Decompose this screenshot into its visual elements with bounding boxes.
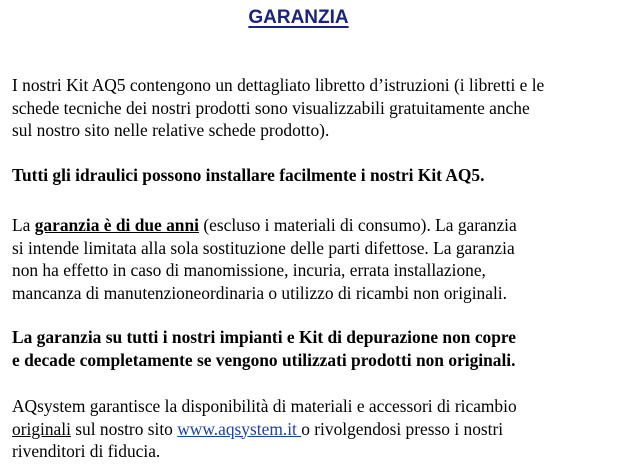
- warranty-terms-line-2: si intende limitata alla sola sostituzione delle parti difettose. La garanzia: [12, 237, 515, 258]
- page-title: GARANZIA: [248, 7, 349, 28]
- intro-line-3: sul nostro sito nelle relative schede prodotto).: [12, 120, 330, 140]
- spare-parts-line-3: rivenditori di fiducia.: [12, 441, 161, 461]
- warranty-void-line-1: La garanzia su tutti i nostri impianti e Kit di depurazione non copre: [12, 327, 517, 347]
- spare-parts-paragraph: [12, 395, 612, 463]
- spare-parts-line-2: [12, 418, 612, 441]
- spare-parts-line-1: AQsystem garantisce la disponibilità di materiali e accessori di ricambio: [12, 396, 517, 416]
- warranty-terms-line-3: non ha effetto in caso di manomissione, incuria, errata installazione,: [12, 260, 486, 280]
- intro-paragraph: [12, 74, 612, 142]
- installers-statement: [12, 164, 612, 187]
- warranty-void-notice: [12, 326, 612, 371]
- warranty-terms-line-4: mancanza di manutenzioneordinaria o utilizzo di ricambi non originali.: [12, 282, 507, 303]
- installers-line: Tutti gli idraulici possono installare facilmente i nostri Kit AQ5.: [12, 165, 485, 185]
- intro-line-1: I nostri Kit AQ5 contengono un dettagliato libretto d’istruzioni (i libretti e le: [12, 75, 545, 95]
- warranty-terms-prefix: La: [12, 215, 35, 235]
- intro-line-2: schede tecniche dei nostri prodotti sono visualizzabili gratuitamente anche: [12, 97, 530, 118]
- warranty-terms-line-1: [12, 214, 612, 237]
- aqsystem-website-link[interactable]: www.aqsystem.it: [177, 418, 302, 439]
- spare-parts-post-text: o rivolgendosi presso i nostri: [301, 418, 504, 439]
- spare-parts-mid-text: sul nostro sito: [70, 418, 178, 439]
- warranty-terms-suffix: (escluso i materiali di consumo). La garanzia: [198, 215, 517, 235]
- warranty-terms-paragraph: [12, 214, 612, 304]
- warranty-duration: garanzia è di due anni: [34, 215, 199, 235]
- originals-emphasis: originali: [12, 418, 71, 439]
- warranty-void-line-2: e decade completamente se vengono utilizzati prodotti non originali.: [12, 349, 516, 370]
